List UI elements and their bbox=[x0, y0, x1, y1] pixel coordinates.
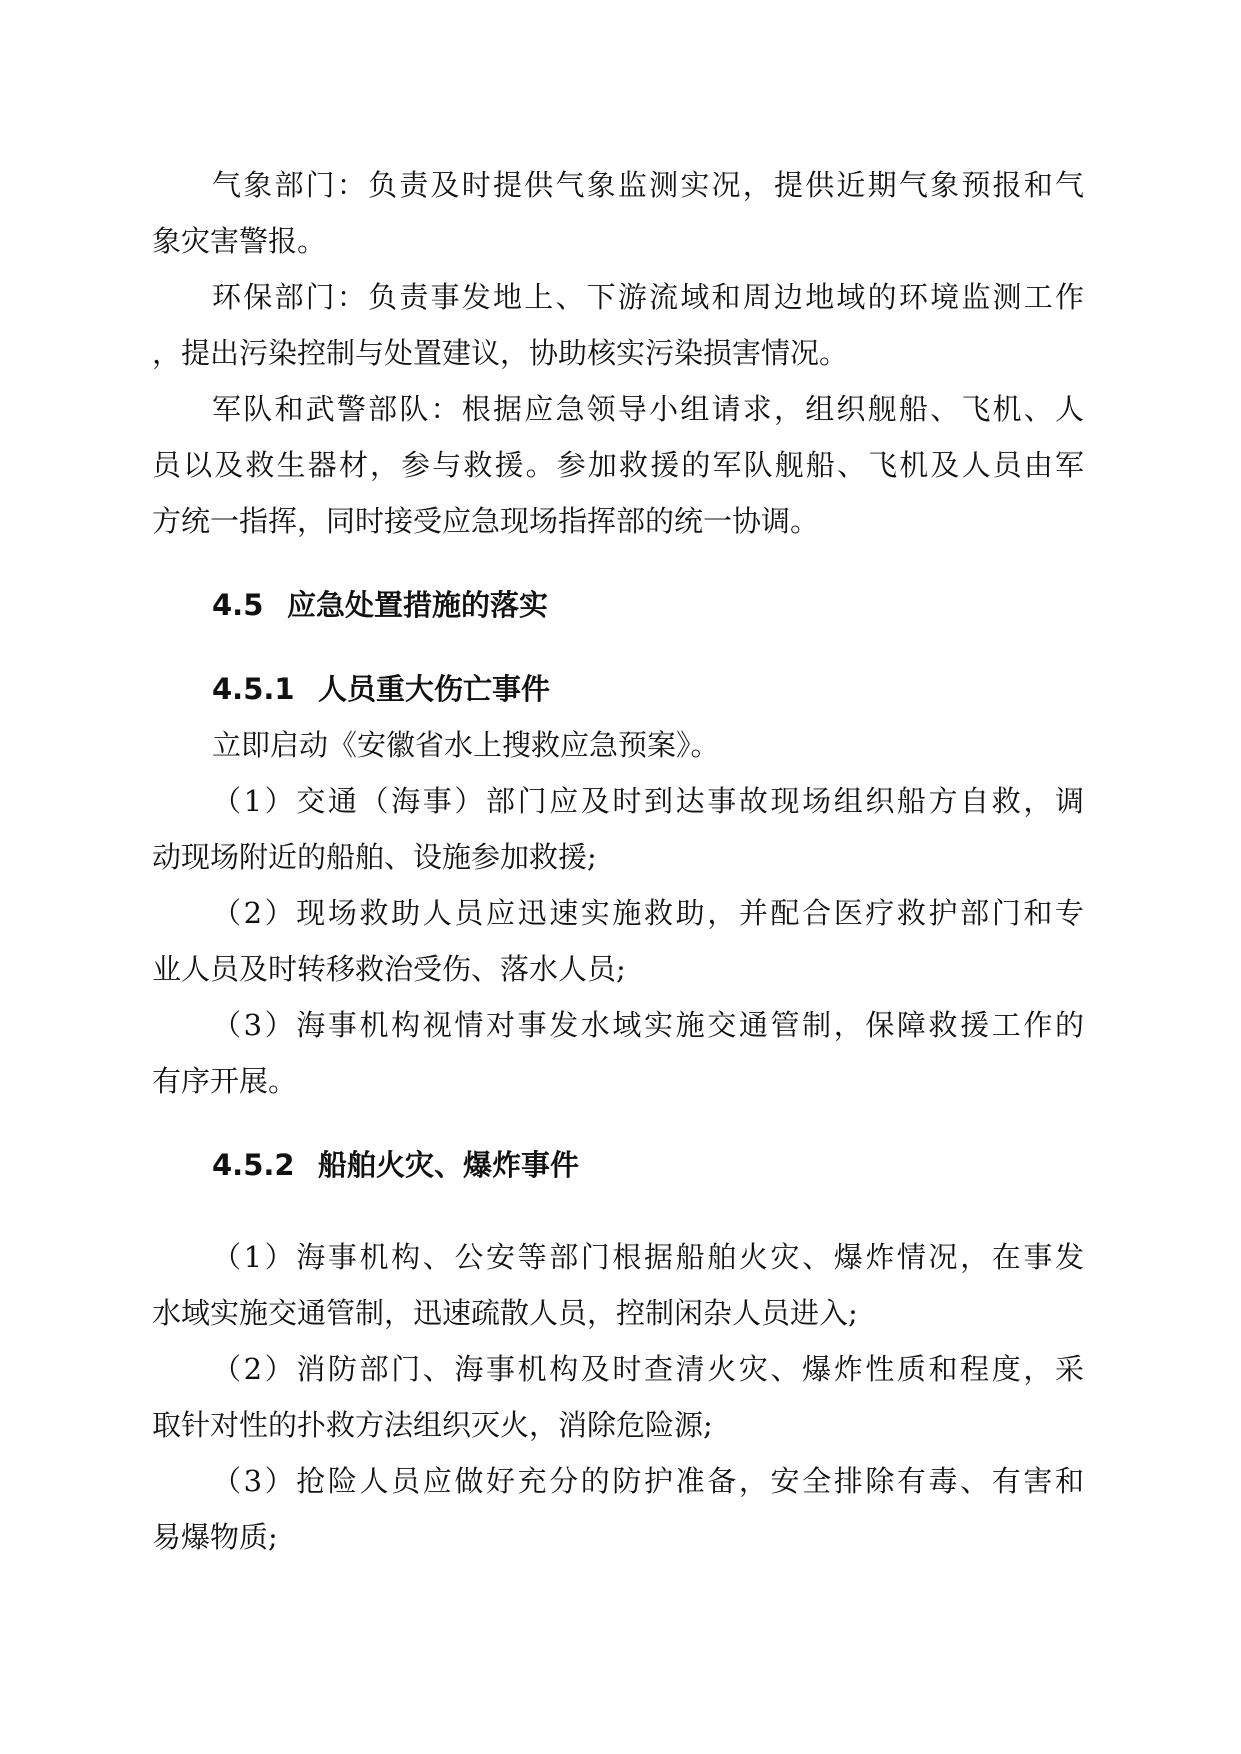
section-heading-4-5 bbox=[212, 585, 548, 625]
section-4-5-2-item-1-line-1: （1）海事机构、公安等部门根据船舶火灾、爆炸情况，在事发 bbox=[212, 1240, 1084, 1274]
section-4-5-2-item-2-line-2: 取针对性的扑救方法组织灭火，消除危险源; bbox=[152, 1408, 713, 1442]
paragraph-weather-line-2: 象灾害警报。 bbox=[152, 224, 327, 258]
section-4-5-1-intro: 立即启动《安徽省水上搜救应急预案》。 bbox=[212, 728, 720, 762]
section-title: 应急处置措施的落实 bbox=[287, 588, 549, 622]
section-number: 4.5.1 bbox=[212, 672, 295, 706]
paragraph-environment-line-2: ，提出污染控制与处置建议，协助核实污染损害情况。 bbox=[152, 336, 849, 370]
section-4-5-2-item-2-line-1: （2）消防部门、海事机构及时查清火灾、爆炸性质和程度，采 bbox=[212, 1352, 1084, 1386]
section-4-5-2-item-1-line-2: 水域实施交通管制，迅速疏散人员，控制闲杂人员进入; bbox=[152, 1296, 858, 1330]
section-4-5-1-item-1-line-1: （1）交通（海事）部门应及时到达事故现场组织船方自救，调 bbox=[212, 784, 1084, 818]
section-4-5-1-item-2-line-2: 业人员及时转移救治受伤、落水人员; bbox=[152, 952, 626, 986]
section-number: 4.5 bbox=[212, 588, 264, 622]
paragraph-military-line-3: 方统一指挥，同时接受应急现场指挥部的统一协调。 bbox=[152, 504, 820, 538]
section-heading-4-5-2 bbox=[212, 1145, 579, 1185]
section-4-5-2-item-3-line-1: （3）抢险人员应做好充分的防护准备，安全排除有毒、有害和 bbox=[212, 1464, 1084, 1498]
paragraph-military-line-1: 军队和武警部队：根据应急领导小组请求，组织舰船、飞机、人 bbox=[212, 392, 1084, 426]
paragraph-weather-line-1: 气象部门：负责及时提供气象监测实况，提供近期气象预报和气 bbox=[212, 168, 1084, 202]
section-4-5-1-item-1-line-2: 动现场附近的船舶、设施参加救援; bbox=[152, 840, 597, 874]
section-number: 4.5.2 bbox=[212, 1148, 295, 1182]
section-heading-4-5-1 bbox=[212, 669, 550, 709]
section-title: 人员重大伤亡事件 bbox=[318, 672, 551, 706]
paragraph-environment-line-1: 环保部门：负责事发地上、下游流域和周边地域的环境监测工作 bbox=[212, 280, 1084, 314]
section-4-5-1-item-3-line-1: （3）海事机构视情对事发水域实施交通管制，保障救援工作的 bbox=[212, 1008, 1084, 1042]
section-title: 船舶火灾、爆炸事件 bbox=[318, 1148, 580, 1182]
section-4-5-1-item-3-line-2: 有序开展。 bbox=[152, 1064, 298, 1098]
section-4-5-2-item-3-line-2: 易爆物质; bbox=[152, 1520, 278, 1554]
section-4-5-1-item-2-line-1: （2）现场救助人员应迅速实施救助，并配合医疗救护部门和专 bbox=[212, 896, 1084, 930]
paragraph-military-line-2: 员以及救生器材，参与救援。参加救援的军队舰船、飞机及人员由军 bbox=[152, 448, 1084, 482]
